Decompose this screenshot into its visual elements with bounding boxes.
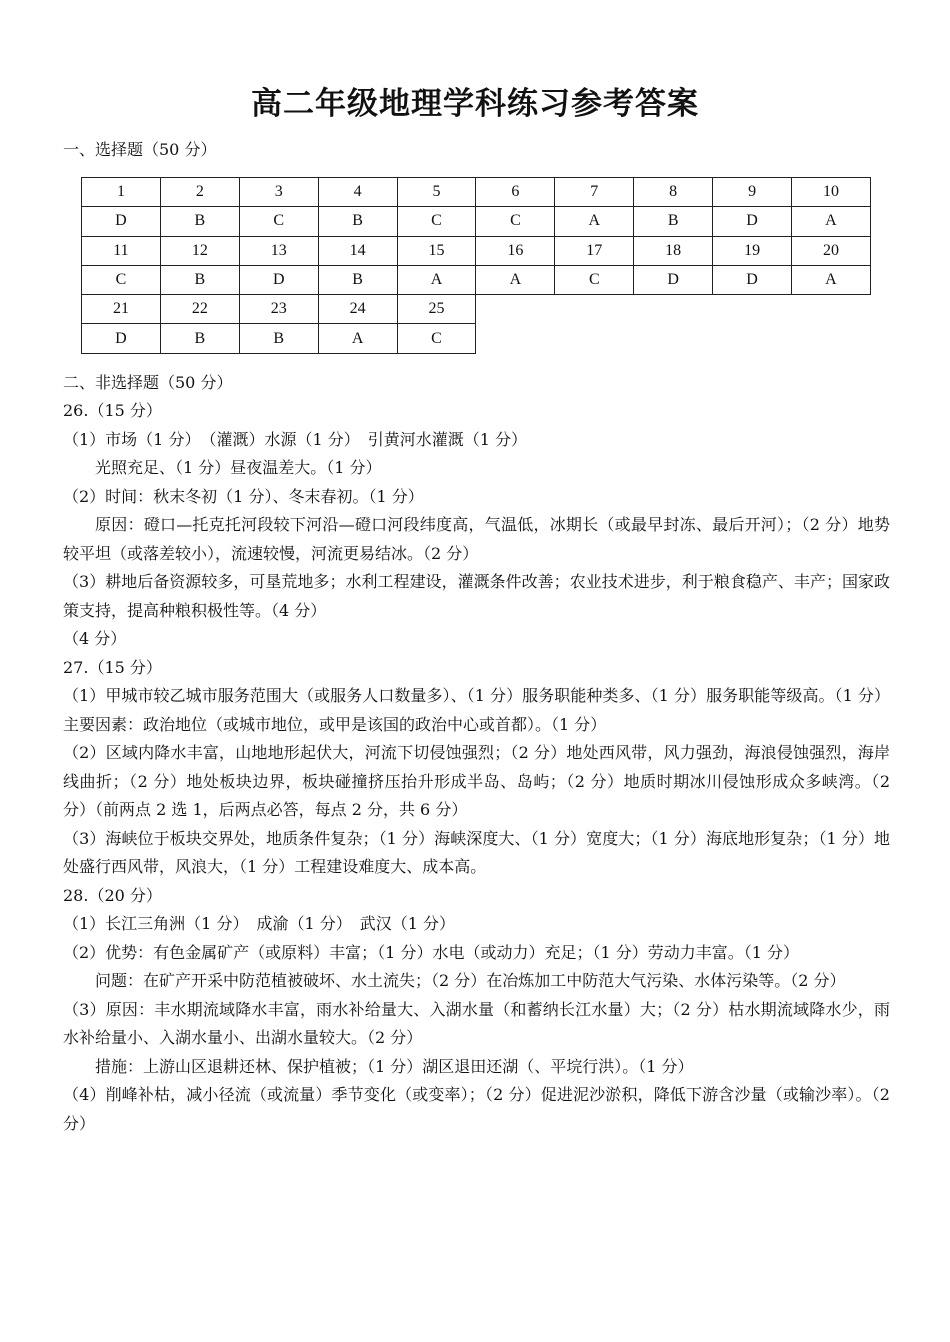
question-number-cell: 3 [239,178,318,207]
answer-cell: D [634,265,713,294]
answer-paragraph: 光照充足、（1 分）昼夜温差大。（1 分） [95,458,382,477]
answer-cell: C [82,265,161,294]
question-number-cell: 12 [160,236,239,265]
answer-cell: C [555,265,634,294]
answer-cell: B [160,324,239,353]
question-number-cell: 11 [82,236,161,265]
answer-paragraph: （1）长江三角洲（1 分） 成渝（1 分） 武汉（1 分） [63,914,455,933]
answer-cell: B [160,265,239,294]
empty-cell [555,324,634,353]
answer-paragraph: （3）海峡位于板块交界处，地质条件复杂；（1 分）海峡深度大、（1 分）宽度大；（1 分）海底地形复杂；（1 分）地处盛行西风带，风浪大，（1 分）工程建设难度大、成本高。 [63,828,890,876]
answer-cell: A [476,265,555,294]
question-number-cell: 7 [555,178,634,207]
answer-key-table [81,177,871,354]
empty-cell [634,324,713,353]
answer-paragraph: （2）区域内降水丰富，山地地形起伏大，河流下切侵蚀强烈；（2 分）地处西风带，风力强劲，海浪侵蚀强烈，海岸线曲折；（2 分）地处板块边界，板块碰撞挤压抬升形成半岛、岛屿；（2 分）地质时期冰川侵蚀形成众多峡湾。（2 分）（前两点 2 选 1，后两点必答，每点 2 分，共 6 分） [63,743,890,819]
question-number-cell: 19 [713,236,792,265]
answer-paragraph: （2）优势：有色金属矿产（或原料）丰富；（1 分）水电（或动力）充足；（1 分）劳动力丰富。（1 分） [63,942,799,962]
answer-paragraph: （4 分） [63,629,127,648]
answer-cell: A [792,265,871,294]
question-number-cell: 8 [634,178,713,207]
answer-cell: B [239,324,318,353]
answer-cell: B [160,207,239,236]
question-number-cell: 1 [82,178,161,207]
question-number-cell: 23 [239,295,318,324]
answer-paragraph: （4）削峰补枯，减小径流（或流量）季节变化（或变率）；（2 分）促进泥沙淤积，降低下游含沙量（或输沙率）。（2 分） [63,1085,890,1133]
answer-row [82,324,871,353]
answer-paragraph: 28.（20 分） [63,885,162,905]
answer-paragraph: （3）原因：丰水期流域降水丰富，雨水补给量大、入湖水量（和蓄纳长江水量）大；（2 分）枯水期流域降水少，雨水补给量小、入湖水量小、出湖水量较大。（2 分） [63,999,890,1047]
answer-cell: D [239,265,318,294]
answer-cell: A [792,207,871,236]
question-number-cell: 18 [634,236,713,265]
answer-cell: A [318,324,397,353]
section1-heading: 一、选择题（50 分） [63,140,217,159]
answer-cell: B [318,265,397,294]
answer-cell: C [397,324,476,353]
answer-cell: D [82,324,161,353]
question-number-cell: 6 [476,178,555,207]
answer-body [63,397,890,1138]
empty-cell [476,324,555,353]
answer-cell: A [555,207,634,236]
answer-paragraph: 措施：上游山区退耕还林、保护植被；（1 分）湖区退田还湖（、平垸行洪）。（1 分） [95,1056,694,1076]
empty-cell [713,324,792,353]
empty-cell [555,295,634,324]
question-number-cell: 24 [318,295,397,324]
question-number-row [82,236,871,265]
answer-cell: D [82,207,161,236]
answer-cell: C [239,207,318,236]
answer-row [82,207,871,236]
answer-paragraph: 27.（15 分） [63,657,162,677]
question-number-cell: 13 [239,236,318,265]
question-number-cell: 25 [397,295,476,324]
empty-cell [792,324,871,353]
answer-cell: C [397,207,476,236]
answer-cell: A [397,265,476,294]
question-number-cell: 10 [792,178,871,207]
question-number-cell: 2 [160,178,239,207]
answer-paragraph: （1）市场（1 分） （灌溉）水源（1 分） 引黄河水灌溉（1 分） [63,429,527,449]
answer-cell: B [634,207,713,236]
answer-row [82,265,871,294]
question-number-cell: 15 [397,236,476,265]
answer-paragraph: （2）时间：秋末冬初（1 分）、冬末春初。（1 分） [63,486,424,506]
empty-cell [476,295,555,324]
empty-cell [792,295,871,324]
empty-cell [713,295,792,324]
answer-cell: B [318,207,397,236]
section2-heading: 二、非选择题（50 分） [63,373,233,392]
answer-paragraph: （1）甲城市较乙城市服务范围大（或服务人口数量多）、（1 分）服务职能种类多、（1 分）服务职能等级高。（1 分）主要因素：政治地位（或城市地位，或甲是该国的政治中心或首都）。（1 分） [63,686,890,734]
question-number-cell: 21 [82,295,161,324]
question-number-row [82,295,871,324]
question-number-cell: 9 [713,178,792,207]
answer-cell: D [713,265,792,294]
question-number-cell: 14 [318,236,397,265]
question-number-cell: 5 [397,178,476,207]
answer-paragraph: 原因：磴口—托克托河段较下河沿—磴口河段纬度高，气温低，冰期长（或最早封冻、最后开河）；（2 分）地势较平坦（或落差较小），流速较慢，河流更易结冰。（2 分） [63,515,890,563]
question-number-cell: 17 [555,236,634,265]
question-number-cell: 16 [476,236,555,265]
answer-paragraph: （3）耕地后备资源较多，可垦荒地多；水利工程建设，灌溉条件改善；农业技术进步，利于粮食稳产、丰产；国家政策支持，提高种粮积极性等。（4 分） [63,572,890,620]
question-number-row [82,178,871,207]
question-number-cell: 22 [160,295,239,324]
question-number-cell: 20 [792,236,871,265]
empty-cell [634,295,713,324]
page-title: 高二年级地理学科练习参考答案 [251,86,699,122]
answer-paragraph: 问题：在矿产开采中防范植被破坏、水土流失；（2 分）在冶炼加工中防范大气污染、水体污染等。（2 分） [95,971,846,990]
answer-paragraph: 26.（15 分） [63,401,162,420]
answer-cell: D [713,207,792,236]
answer-cell: C [476,207,555,236]
question-number-cell: 4 [318,178,397,207]
